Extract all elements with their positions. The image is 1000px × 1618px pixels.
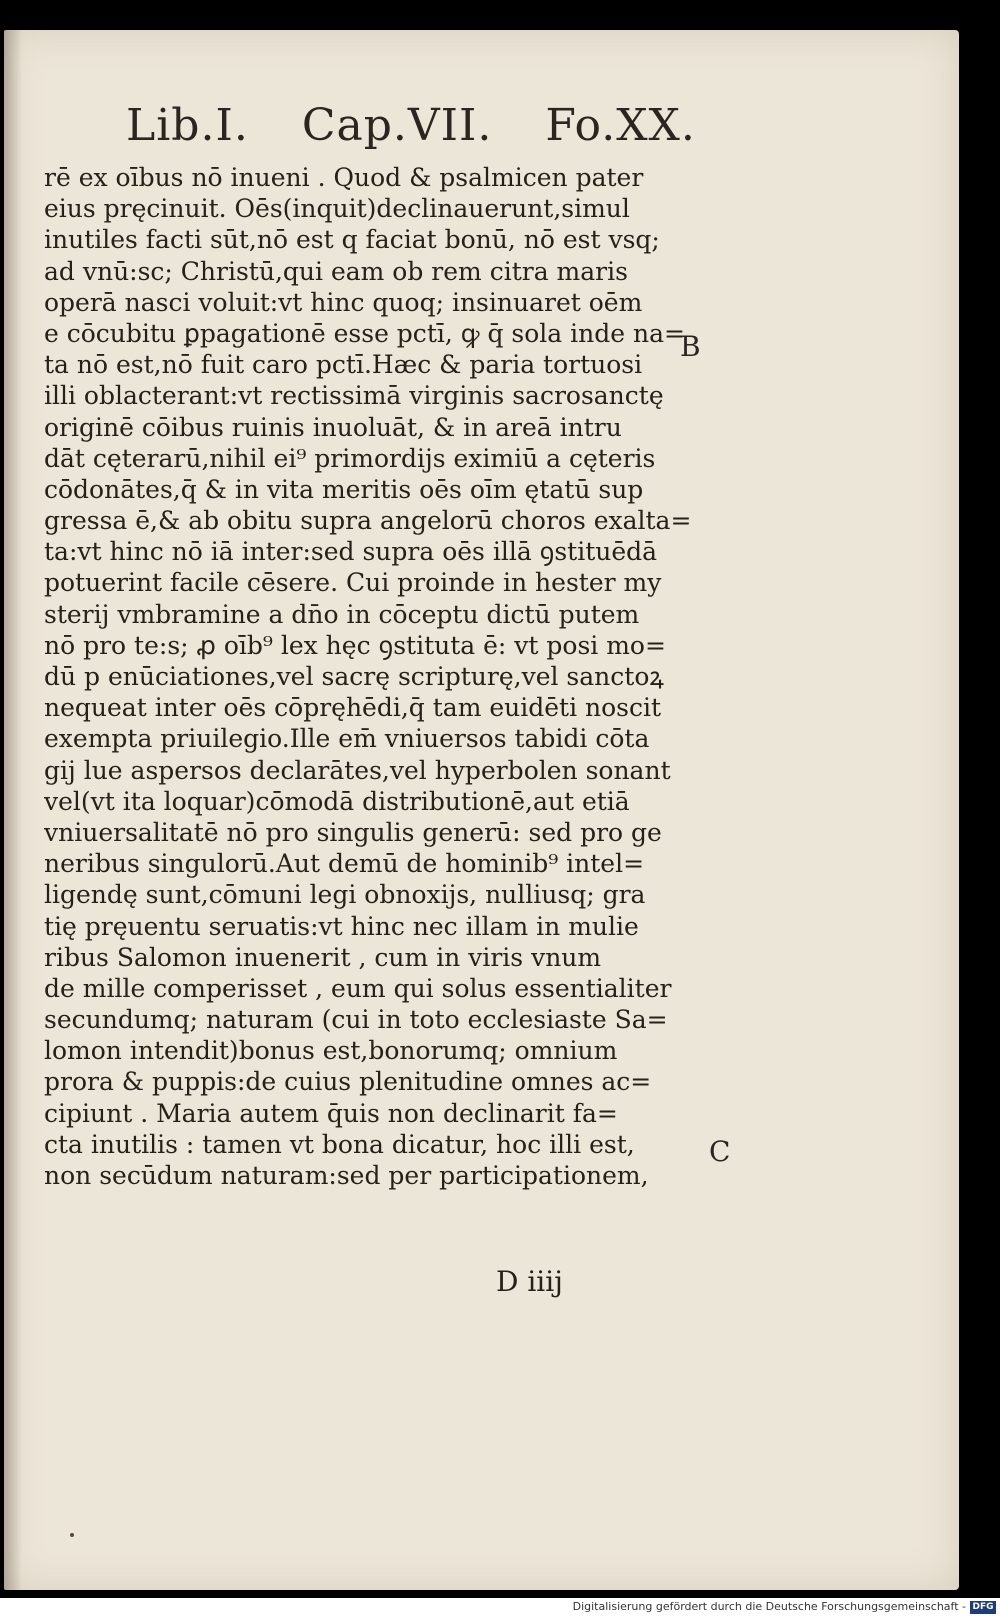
text-line: ligendę sunt,cōmuni legi obnoxijs, nulliusq; gra xyxy=(44,880,646,910)
spine-shadow xyxy=(4,30,22,1590)
signature-mark: D iiij xyxy=(496,1265,563,1298)
text-line: potuerint facile cēsere. Cui proinde in hester my xyxy=(44,568,662,598)
text-line: nō pro te:s; ꝓ oīb⁹ lex hęc ꝯstituta ē: vt posi mo= xyxy=(44,630,666,660)
text-line: ad vnū:sc; Christū,qui eam ob rem citra maris xyxy=(44,256,628,286)
text-line: operā nasci voluit:vt hinc quoq; insinuaret oēm xyxy=(44,287,643,317)
running-head-folio: Fo.XX. xyxy=(545,100,696,151)
text-line: gij lue aspersos declarātes,vel hyperbolen sonant xyxy=(44,755,671,785)
dfg-logo-icon: DFG xyxy=(970,1601,996,1614)
text-line: nequeat inter oēs cōpręhēdi,q̄ tam euidēti noscit xyxy=(44,693,662,723)
text-line: vel(vt ita loquar)cōmodā distributionē,aut etiā xyxy=(44,786,630,816)
text-line: e cōcubitu ꝑpagationē esse pctī, ꝙ q̄ sola inde na= xyxy=(44,318,685,348)
text-line: de mille comperisset , eum qui solus essentialiter xyxy=(44,973,672,1003)
text-line: prora & puppis:de cuius plenitudine omnes ac= xyxy=(44,1067,652,1097)
book-page xyxy=(4,30,959,1590)
text-line: eius pręcinuit. Oēs(inquit)declinauerunt,simul xyxy=(44,194,630,224)
text-line: inutiles facti sūt,nō est q faciat bonū, nō est vsq; xyxy=(44,225,660,255)
digitization-credit: Digitalisierung gefördert durch die Deutsche Forschungsgemeinschaft - xyxy=(572,1600,966,1613)
text-line: ta:vt hinc nō iā inter:sed supra oēs illā ꝯstituēdā xyxy=(44,537,658,567)
body-text xyxy=(44,162,704,1191)
text-line: illi oblacterant:vt rectissimā virginis sacrosanctę xyxy=(44,381,664,411)
text-line: ribus Salomon inuenerit , cum in viris vnum xyxy=(44,942,602,972)
text-line: vniuersalitatē nō pro singulis generū: sed pro ge xyxy=(44,817,662,847)
text-line: lomon intendit)bonus est,bonorumq; omnium xyxy=(44,1036,618,1066)
text-line: gressa ē,& ab obitu supra angelorū choros exalta= xyxy=(44,506,692,536)
text-line: tię pręuentu seruatis:vt hinc nec illam in mulie xyxy=(44,911,639,941)
text-line: ta nō est,nō fuit caro pctī.Hæc & paria tortuosi xyxy=(44,350,643,380)
margin-note-b: B xyxy=(680,330,701,363)
margin-note-c: C xyxy=(709,1135,731,1168)
running-head-chapter: Cap.VII. xyxy=(301,100,493,151)
text-line: secundumq; naturam (cui in toto ecclesiaste Sa= xyxy=(44,1005,668,1035)
text-line: non secūdum naturam:sed per participationem, xyxy=(44,1161,649,1190)
text-line: cōdonātes,q̄ & in vita meritis oēs oīm ętatū sup xyxy=(44,474,644,504)
text-line: sterij vmbramine a dn̄o in cōceptu dictū putem xyxy=(44,599,640,629)
text-line: originē cōibus ruinis inuoluāt, & in areā intru xyxy=(44,412,622,442)
text-line: cta inutilis : tamen vt bona dicatur, hoc illi est, xyxy=(44,1129,635,1159)
text-line: exempta priuilegio.Ille em̄ vniuersos tabidi cōta xyxy=(44,724,650,754)
running-head xyxy=(126,100,696,151)
text-line: rē ex oībus nō inueni . Quod & psalmicen pater xyxy=(44,163,644,192)
paper-speck xyxy=(70,1533,74,1537)
footer-bar xyxy=(0,1598,1000,1618)
text-line: dāt cęterarū,nihil ei⁹ primordijs eximiū a cęteris xyxy=(44,443,656,473)
text-line: cipiunt . Maria autem q̄uis non declinarit fa= xyxy=(44,1098,618,1128)
running-head-book: Lib.I. xyxy=(126,100,249,151)
text-line: dū p enūciationes,vel sacrę scripturę,vel sanctoꝝ xyxy=(44,662,664,691)
text-line: neribus singulorū.Aut demū de hominib⁹ intel= xyxy=(44,849,645,879)
